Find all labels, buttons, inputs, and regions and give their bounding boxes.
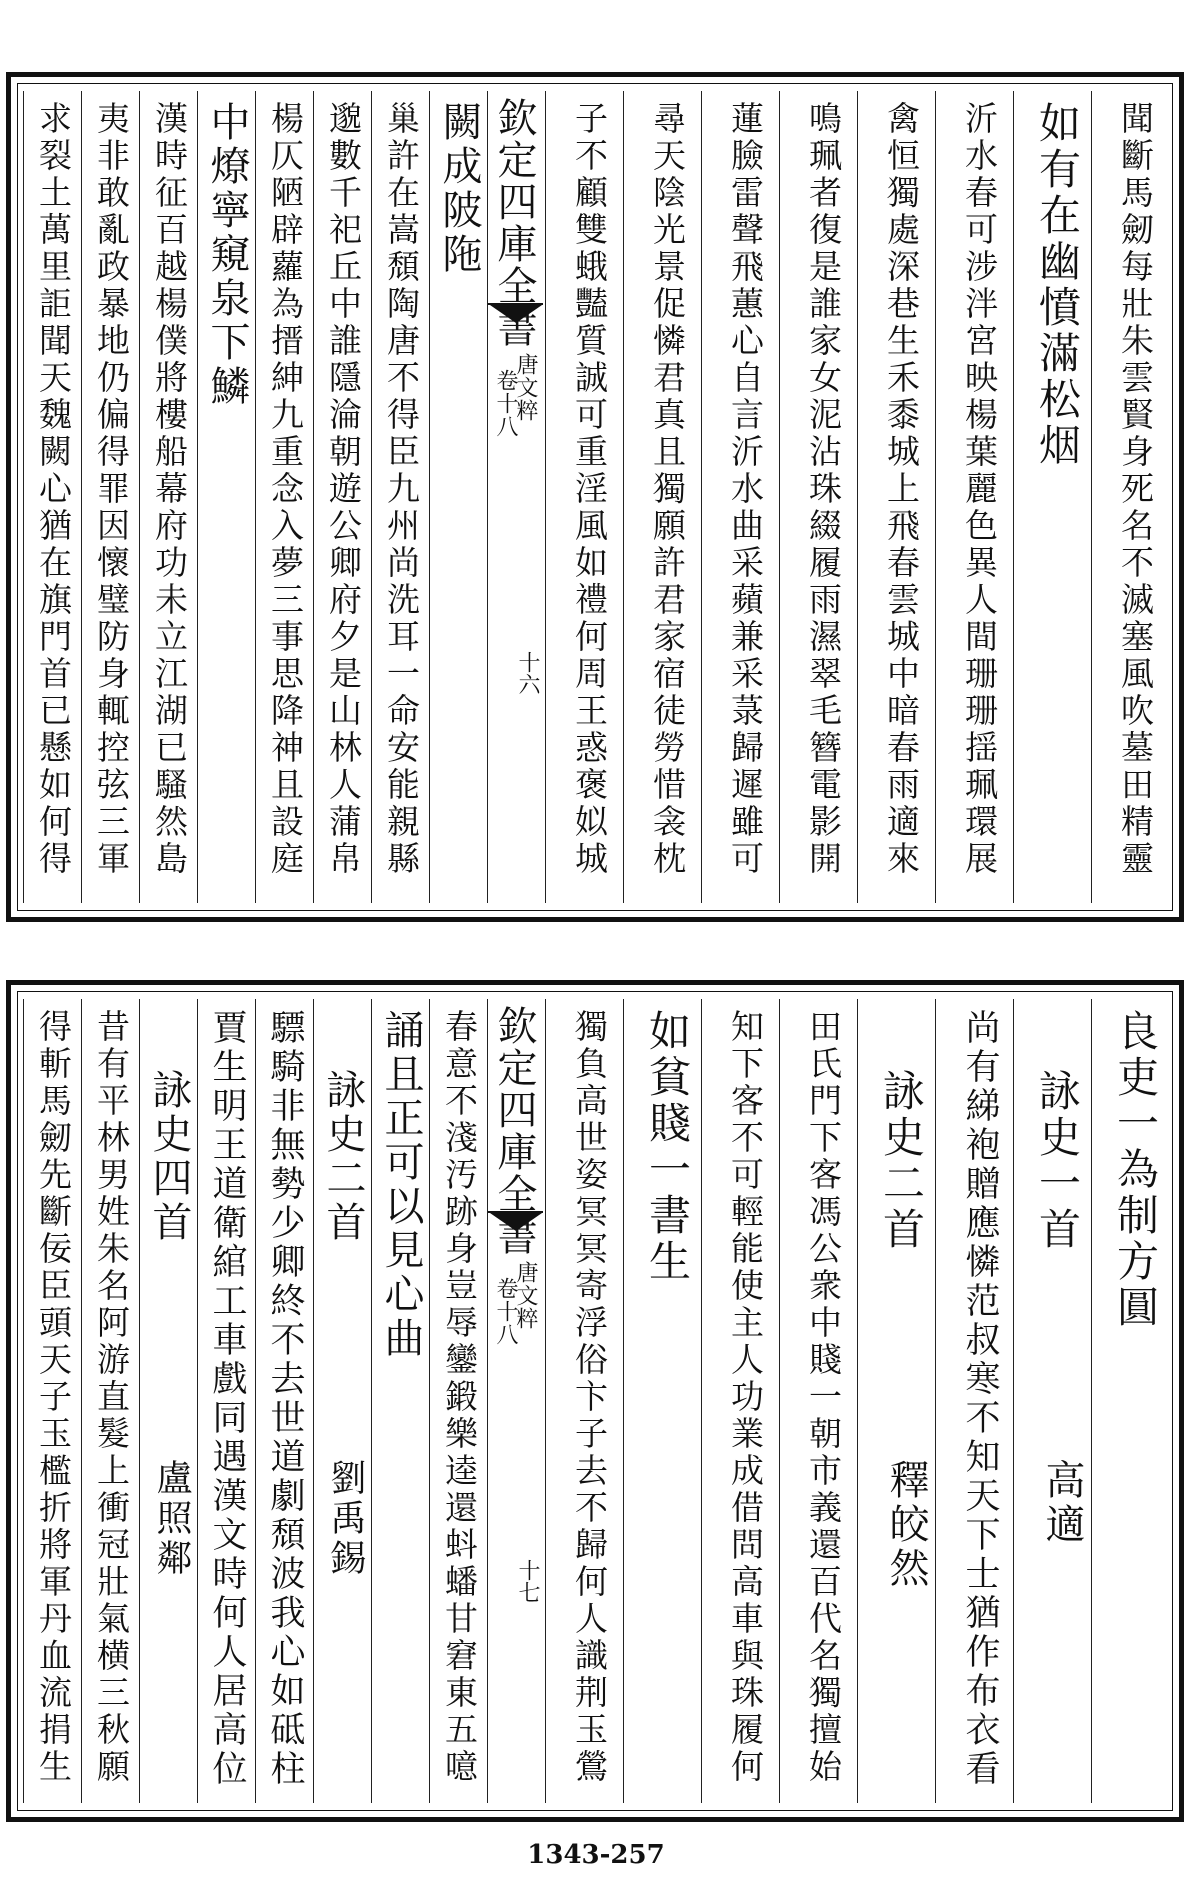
column-text: 詠史四首 xyxy=(146,1069,192,1245)
text-column xyxy=(255,91,313,903)
text-column xyxy=(935,91,1013,903)
column-text: 求裂土萬里詎聞天魏闕心猶在旗門首已懸如何得 xyxy=(34,101,73,878)
column-text: 詠史一首 xyxy=(1033,1069,1082,1253)
column-text: 禽恒獨處深巷生禾黍城上飛春雲城中暗春雨適來 xyxy=(882,101,921,878)
column-text: 楊仄陋辟蘿為搢紳九重念入夢三事思降神且設庭 xyxy=(266,101,305,878)
text-column xyxy=(23,91,81,903)
text-column xyxy=(429,91,487,903)
bottom-page-gutter xyxy=(487,999,543,1803)
column-text: 聞斷馬劒每壯朱雲賢身死名不滅塞風吹墓田精靈 xyxy=(1116,101,1155,878)
text-column xyxy=(701,999,779,1803)
text-column xyxy=(545,999,623,1803)
text-column xyxy=(857,999,935,1803)
column-text: 如有在幽憤滿松烟 xyxy=(1033,101,1082,469)
text-column xyxy=(623,91,701,903)
text-column xyxy=(23,999,81,1803)
text-column xyxy=(935,999,1013,1803)
text-column xyxy=(779,999,857,1803)
column-text: 尚有綈袍贈應憐范叔寒不知天下士猶作布衣看 xyxy=(960,1009,1000,1789)
column-text: 巢許在嵩頹陶唐不得臣九州尚洗耳一命安能親縣 xyxy=(382,101,421,878)
gutter-book-title: 唐文粹 xyxy=(513,1261,538,1330)
text-column xyxy=(371,999,429,1803)
column-text: 漢時征百越楊僕將樓船幕府功未立江湖已騷然島 xyxy=(150,101,189,878)
gutter-title: 欽定四庫全書 xyxy=(491,97,537,349)
text-column xyxy=(1091,91,1169,903)
column-text: 蓮臉雷聲飛蕙心自言沂水曲采蘋兼采菉歸遲雖可 xyxy=(726,101,765,878)
text-column xyxy=(545,91,623,903)
column-text: 邈數千祀丘中誰隱淪朝遊公卿府夕是山林人蒲帛 xyxy=(324,101,363,878)
column-text: 闕成陂陁 xyxy=(436,101,482,277)
column-text: 獨負高世姿冥冥寄浮俗卞子去不歸何人識荆玉鶯 xyxy=(570,1009,609,1786)
column-text: 誦且正可以見心曲 xyxy=(378,1009,424,1361)
column-text: 昔有平林男姓朱名阿游直髮上衝冠壯氣横三秋願 xyxy=(92,1009,131,1786)
gutter-page-number: 十六 xyxy=(515,651,540,695)
column-text: 良吏一為制方圓 xyxy=(1111,1009,1160,1331)
text-column xyxy=(371,91,429,903)
text-column xyxy=(255,999,313,1803)
gutter-volume: 卷十八 xyxy=(493,1277,518,1346)
top-page-gutter xyxy=(487,91,543,903)
column-text: 田氏門下客馮公衆中賤一朝市義還百代名獨擅始 xyxy=(804,1009,843,1786)
fish-tail-ornament xyxy=(488,1211,543,1237)
footer-page-number: 1343-257 xyxy=(527,1840,665,1870)
text-column xyxy=(313,999,371,1803)
gutter-page-number: 十七 xyxy=(515,1559,540,1603)
fish-tail-ornament xyxy=(488,303,543,329)
text-column xyxy=(779,91,857,903)
column-text: 知下客不可輕能使主人功業成借問高車與珠履何 xyxy=(726,1009,765,1786)
top-page-frame xyxy=(6,72,1184,922)
text-column xyxy=(1013,999,1091,1803)
text-column xyxy=(1013,91,1091,903)
text-column xyxy=(139,91,197,903)
author-name: 劉禹錫 xyxy=(325,1459,366,1579)
text-column xyxy=(857,91,935,903)
column-text: 春意不淺汚跡身豈辱鑾鍛樂逵還蚪蟠甘窘東五噫 xyxy=(440,1009,479,1786)
column-text: 詠史二首 xyxy=(877,1069,926,1253)
text-column xyxy=(701,91,779,903)
text-column xyxy=(81,999,139,1803)
column-text: 沂水春可涉泮宮映楊葉麗色異人間珊珊揺珮環展 xyxy=(960,101,999,878)
author-name: 盧照鄰 xyxy=(151,1459,192,1579)
text-column xyxy=(429,999,487,1803)
column-text: 中燎寧窺泉下鱗 xyxy=(204,101,250,409)
bottom-page-frame xyxy=(6,980,1184,1822)
text-column xyxy=(81,91,139,903)
text-column xyxy=(197,91,255,903)
column-text: 賈生明王道衛綰工車戲同遇漢文時何人居高位 xyxy=(207,1009,247,1789)
gutter-book-title: 唐文粹 xyxy=(513,353,538,422)
column-text: 尋天陰光景促憐君真且獨願許君家宿徒勞惜衾枕 xyxy=(648,101,687,878)
text-column xyxy=(1091,999,1169,1803)
text-column xyxy=(139,999,197,1803)
text-column xyxy=(313,91,371,903)
gutter-volume: 卷十八 xyxy=(493,369,518,438)
column-text: 鳴珮者復是誰家女泥沾珠綴履雨濕翠毛簪電影開 xyxy=(804,101,843,878)
column-text: 驃騎非無勢少卿終不去世道劇頹波我心如砥柱 xyxy=(265,1009,305,1789)
column-text: 詠史二首 xyxy=(320,1069,366,1245)
text-column xyxy=(197,999,255,1803)
author-name: 釋皎然 xyxy=(883,1459,929,1591)
column-text: 子不顧雙蛾豔質誠可重淫風如禮何周王惑褒姒城 xyxy=(570,101,609,878)
column-text: 夷非敢亂政暴地仍偏得罪因懷璧防身輒控弦三軍 xyxy=(92,101,131,878)
text-column xyxy=(623,999,701,1803)
author-name: 高適 xyxy=(1039,1459,1085,1547)
gutter-title: 欽定四庫全書 xyxy=(491,1005,537,1257)
column-text: 如貧賤一書生 xyxy=(643,1009,692,1285)
column-text: 得斬馬劒先斷佞臣頭天子玉檻折將軍丹血流捐生 xyxy=(34,1009,73,1786)
